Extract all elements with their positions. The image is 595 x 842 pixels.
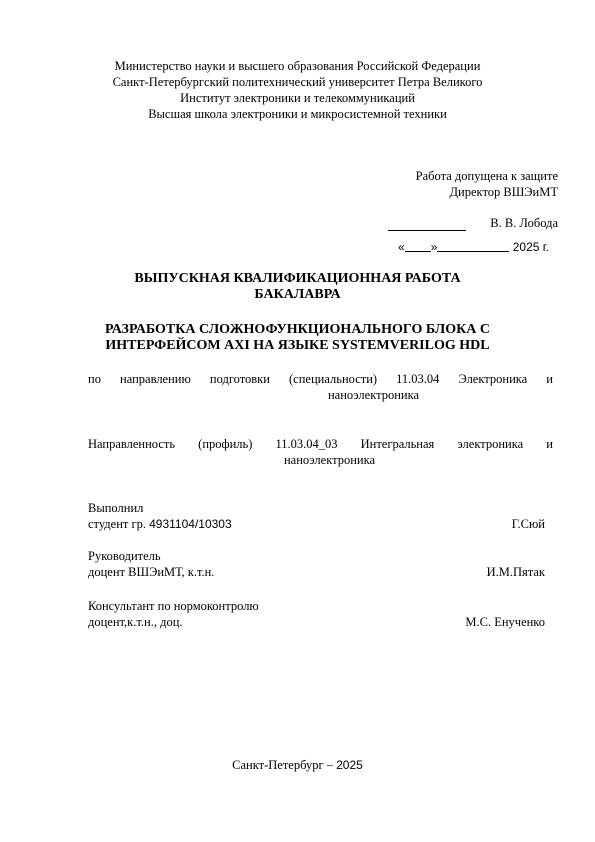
direction-word: направлению [120,372,191,386]
direction-line-1 [88,371,553,387]
direction-word: по [88,372,101,386]
topic-title [0,322,595,354]
supervisor-label: Руководитель [88,549,161,563]
approval-year: 2025 г. [512,240,549,254]
consultant-block [88,598,545,630]
direction-word: и [546,372,553,386]
direction-word: подготовки [209,372,270,386]
signature-line [388,218,466,234]
student-prefix: студент гр. [88,517,146,531]
institute-line: Институт электроники и телекоммуникаций [180,91,415,105]
ministry-line: Министерство науки и высшего образования Российской Федерации [114,59,481,73]
title-line-1: ВЫПУСКНАЯ КВАЛИФИКАЦИОННАЯ РАБОТА [134,271,461,286]
topic-line-1: РАЗРАБОТКА СЛОЖНОФУНКЦИОНАЛЬНОГО БЛОКА С [105,322,490,337]
supervisor-block [88,548,545,580]
profile-line-2: наноэлектроника [283,453,376,467]
profile-word: электроника [457,437,524,451]
footer-year: 2025 [336,758,363,772]
quote-close: » [430,240,438,254]
approval-position: Директор ВШЭиМТ [449,185,558,199]
header-block [0,58,595,122]
profile-word: 11.03.04_03 [275,437,338,451]
direction-line-2: наноэлектроника [327,388,420,402]
topic-line-2: ИНТЕРФЕЙСОМ AXI НА ЯЗЫКЕ SYSTEMVERILOG HDL [105,338,490,353]
consultant-name: М.С. Енученко [465,615,545,629]
footer [0,758,595,773]
profile-word: и [546,437,553,451]
profile-word: Направленность [88,437,176,451]
quote-open: « [398,240,405,254]
profile-word: (профиль) [198,437,253,451]
signatory-name: В. В. Лобода [490,216,558,230]
supervisor-row [88,564,545,580]
student-row [88,516,545,532]
direction-word: 11.03.04 [396,372,440,386]
date-line [398,239,549,254]
direction-word: (специальности) [289,372,378,386]
student-group-line [88,516,232,532]
approval-block [416,168,558,200]
profile-word: Интегральная [360,437,435,451]
direction-word: Электроника [458,372,528,386]
month-blank [437,239,509,252]
supervisor-role: доцент ВШЭиМТ, к.т.н. [88,565,215,579]
group-number: 4931104/10303 [149,517,232,531]
school-line: Высшая школа электроники и микросистемной техники [148,107,447,121]
consultant-row [88,614,545,630]
title-line-2: БАКАЛАВРА [254,287,341,302]
signature-blank [388,218,466,231]
profile-line-1 [88,436,553,452]
consultant-role: доцент,к.т.н., доц. [88,615,183,629]
profile-block [88,436,553,468]
work-title [0,271,595,303]
consultant-label: Консультант по нормоконтролю [88,599,259,613]
day-blank [405,239,431,252]
performer-label: Выполнил [88,501,144,515]
supervisor-name: И.М.Пятак [486,565,545,579]
student-name: Г.Сюй [511,517,545,531]
direction-block [88,371,553,403]
approval-admitted: Работа допущена к защите [415,169,558,183]
university-line: Санкт-Петербургский политехнический университет Петра Великого [112,75,483,89]
performer-block [88,500,545,532]
footer-city: Санкт-Петербург – [232,758,333,772]
